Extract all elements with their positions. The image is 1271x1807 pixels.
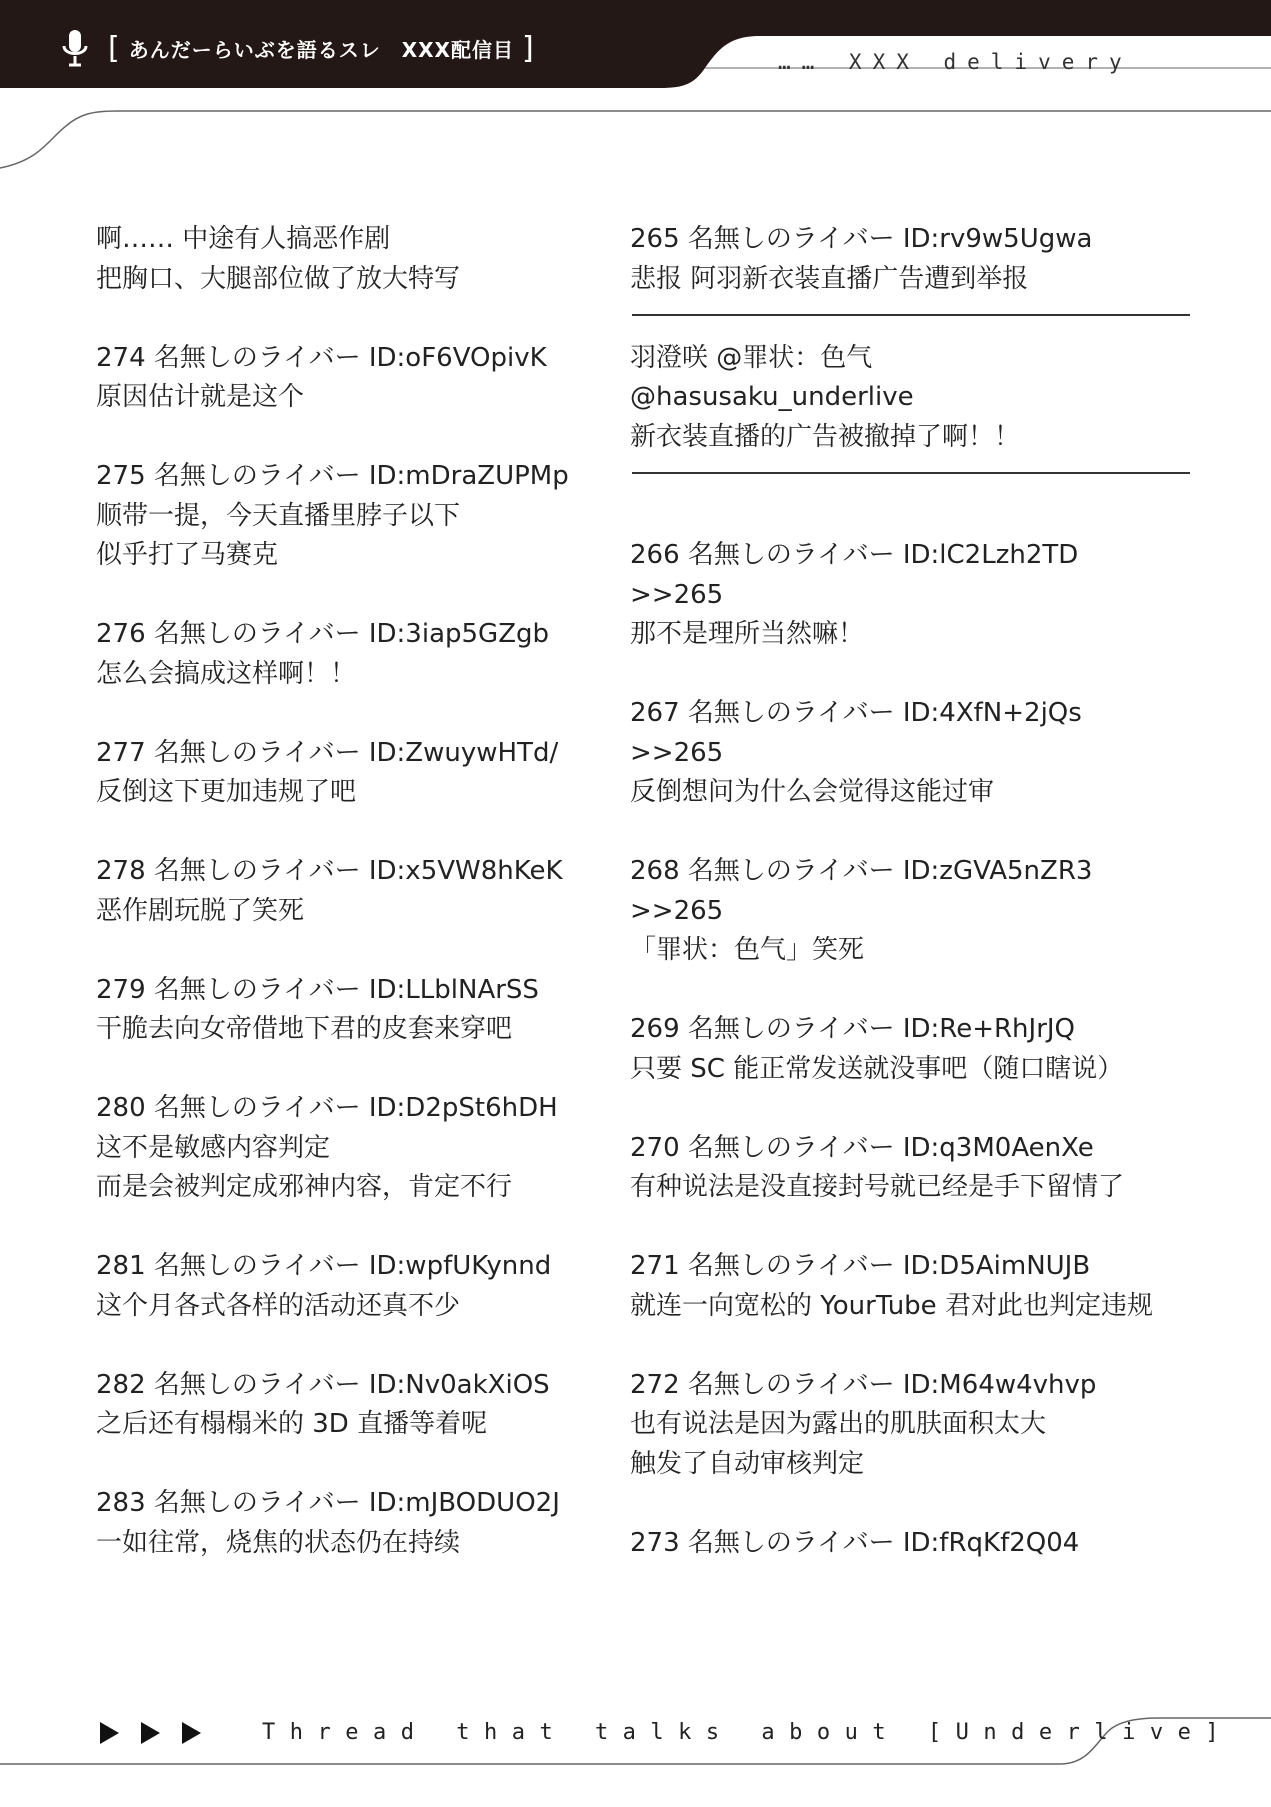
post-line: 悲报 阿羽新衣装直播广告遭到举报	[630, 263, 1029, 294]
spacer	[630, 497, 1190, 537]
spacer	[96, 418, 596, 458]
post-line: 羽澄咲 @罪状：色气	[630, 342, 873, 373]
post-line: 只要 SC 能正常发送就没事吧（随口瞎说）	[630, 1053, 1124, 1084]
post-line: 276 名無しのライバー ID:3iap5GZgb	[96, 619, 550, 649]
title-bracket-open: [	[108, 30, 121, 66]
post-line: 恶作剧玩脱了笑死	[96, 895, 305, 926]
post-line: 283 名無しのライバー ID:mJBODUO2J	[96, 1488, 560, 1518]
post-line: >>265	[630, 737, 724, 768]
post-line: 这不是敏感内容判定	[96, 1132, 331, 1163]
post-line: 274 名無しのライバー ID:oF6VOpivK	[96, 342, 547, 373]
play-arrow-icon	[182, 1722, 201, 1744]
delivery-label: …… XXX delivery	[778, 50, 1133, 74]
post-line: 一如往常，烧焦的状态仍在持续	[96, 1527, 461, 1558]
post-line: 275 名無しのライバー ID:mDraZUPMp	[96, 461, 569, 491]
post-line: 273 名無しのライバー ID:fRqKf2Q04	[630, 1527, 1080, 1558]
post-line: 「罪状：色气」笑死	[630, 935, 865, 965]
post-line: 怎么会搞成这样啊！！	[96, 658, 357, 689]
spacer	[630, 813, 1190, 853]
post-line: 把胸口、大腿部位做了放大特写	[96, 263, 461, 294]
post-line: 266 名無しのライバー ID:lC2Lzh2TD	[630, 540, 1079, 570]
spacer	[630, 1484, 1190, 1524]
spacer	[96, 1050, 596, 1090]
play-arrow-icon	[141, 1722, 160, 1744]
spacer	[630, 1208, 1190, 1248]
post-line: 280 名無しのライバー ID:D2pSt6hDH	[96, 1093, 558, 1123]
post-line: 282 名無しのライバー ID:Nv0akXiOS	[96, 1369, 550, 1400]
post-line: 265 名無しのライバー ID:rv9w5Ugwa	[630, 224, 1093, 254]
post-line: 268 名無しのライバー ID:zGVA5nZR3	[630, 856, 1093, 886]
microphone-icon	[58, 28, 92, 68]
post-line: >>265	[630, 895, 724, 926]
footer-arrows	[100, 1722, 201, 1744]
post-line: 原因估计就是这个	[96, 382, 305, 412]
spacer	[96, 299, 596, 339]
footer-caption: Thread that talks about [Underlive]	[262, 1720, 1234, 1745]
post-line: 这个月各式各样的活动还真不少	[96, 1290, 461, 1321]
post-line: 267 名無しのライバー ID:4XfN+2jQs	[630, 698, 1082, 728]
post-line: 有种说法是没直接封号就已经是手下留情了	[630, 1172, 1125, 1202]
post-line: 281 名無しのライバー ID:wpfUKynnd	[96, 1251, 552, 1281]
post-line: 干脆去向女帝借地下君的皮套来穿吧	[96, 1014, 513, 1044]
post-line: 270 名無しのライバー ID:q3M0AenXe	[630, 1132, 1094, 1163]
quote-divider	[630, 299, 1190, 339]
post-line: 277 名無しのライバー ID:ZwuywHTd/	[96, 737, 559, 768]
spacer	[96, 931, 596, 971]
spacer	[630, 971, 1190, 1011]
post-line: 反倒这下更加违规了吧	[96, 777, 357, 807]
post-line: 279 名無しのライバー ID:LLblNArSS	[96, 974, 539, 1005]
top-curve-rule	[0, 111, 1271, 168]
quote-divider	[630, 457, 1190, 497]
spacer	[96, 576, 596, 616]
title-bracket-close: ]	[521, 30, 535, 66]
post-line: @hasusaku_underlive	[630, 382, 914, 412]
post-line: 也有说法是因为露出的肌肤面积太大	[630, 1409, 1047, 1439]
post-line: 就连一向宽松的 YourTube 君对此也判定违规	[630, 1290, 1153, 1321]
post-line: 之后还有榻榻米的 3D 直播等着呢	[96, 1409, 488, 1439]
spacer	[630, 1326, 1190, 1366]
post-line: 而是会被判定成邪神内容，肯定不行	[96, 1172, 513, 1202]
right-column	[630, 220, 1190, 1563]
post-line: 顺带一提，今天直播里脖子以下	[96, 500, 461, 531]
post-line: 啊…… 中途有人搞恶作剧	[96, 224, 391, 254]
post-line: 269 名無しのライバー ID:Re+RhJrJQ	[630, 1014, 1076, 1044]
spacer	[96, 1326, 596, 1366]
spacer	[96, 1208, 596, 1248]
thread-title	[100, 30, 543, 66]
play-arrow-icon	[100, 1722, 119, 1744]
post-line: 似乎打了马赛克	[96, 540, 279, 570]
spacer	[630, 1089, 1190, 1129]
spacer	[96, 694, 596, 734]
spacer	[96, 1445, 596, 1485]
title-text: あんだーらいぶを語るスレ XXX配信目	[128, 37, 514, 62]
spacer	[630, 655, 1190, 695]
post-line: 新衣装直播的广告被撤掉了啊！！	[630, 421, 1021, 452]
post-line: 278 名無しのライバー ID:x5VW8hKeK	[96, 856, 563, 886]
post-line: 272 名無しのライバー ID:M64w4vhvp	[630, 1369, 1097, 1400]
post-line: 触发了自动审核判定	[630, 1448, 865, 1479]
post-line: >>265	[630, 579, 724, 610]
spacer	[96, 813, 596, 853]
post-line: 反倒想问为什么会觉得这能过审	[630, 777, 995, 807]
post-line: 那不是理所当然嘛！	[630, 619, 865, 649]
left-column	[96, 220, 596, 1563]
post-line: 271 名無しのライバー ID:D5AimNUJB	[630, 1251, 1091, 1281]
